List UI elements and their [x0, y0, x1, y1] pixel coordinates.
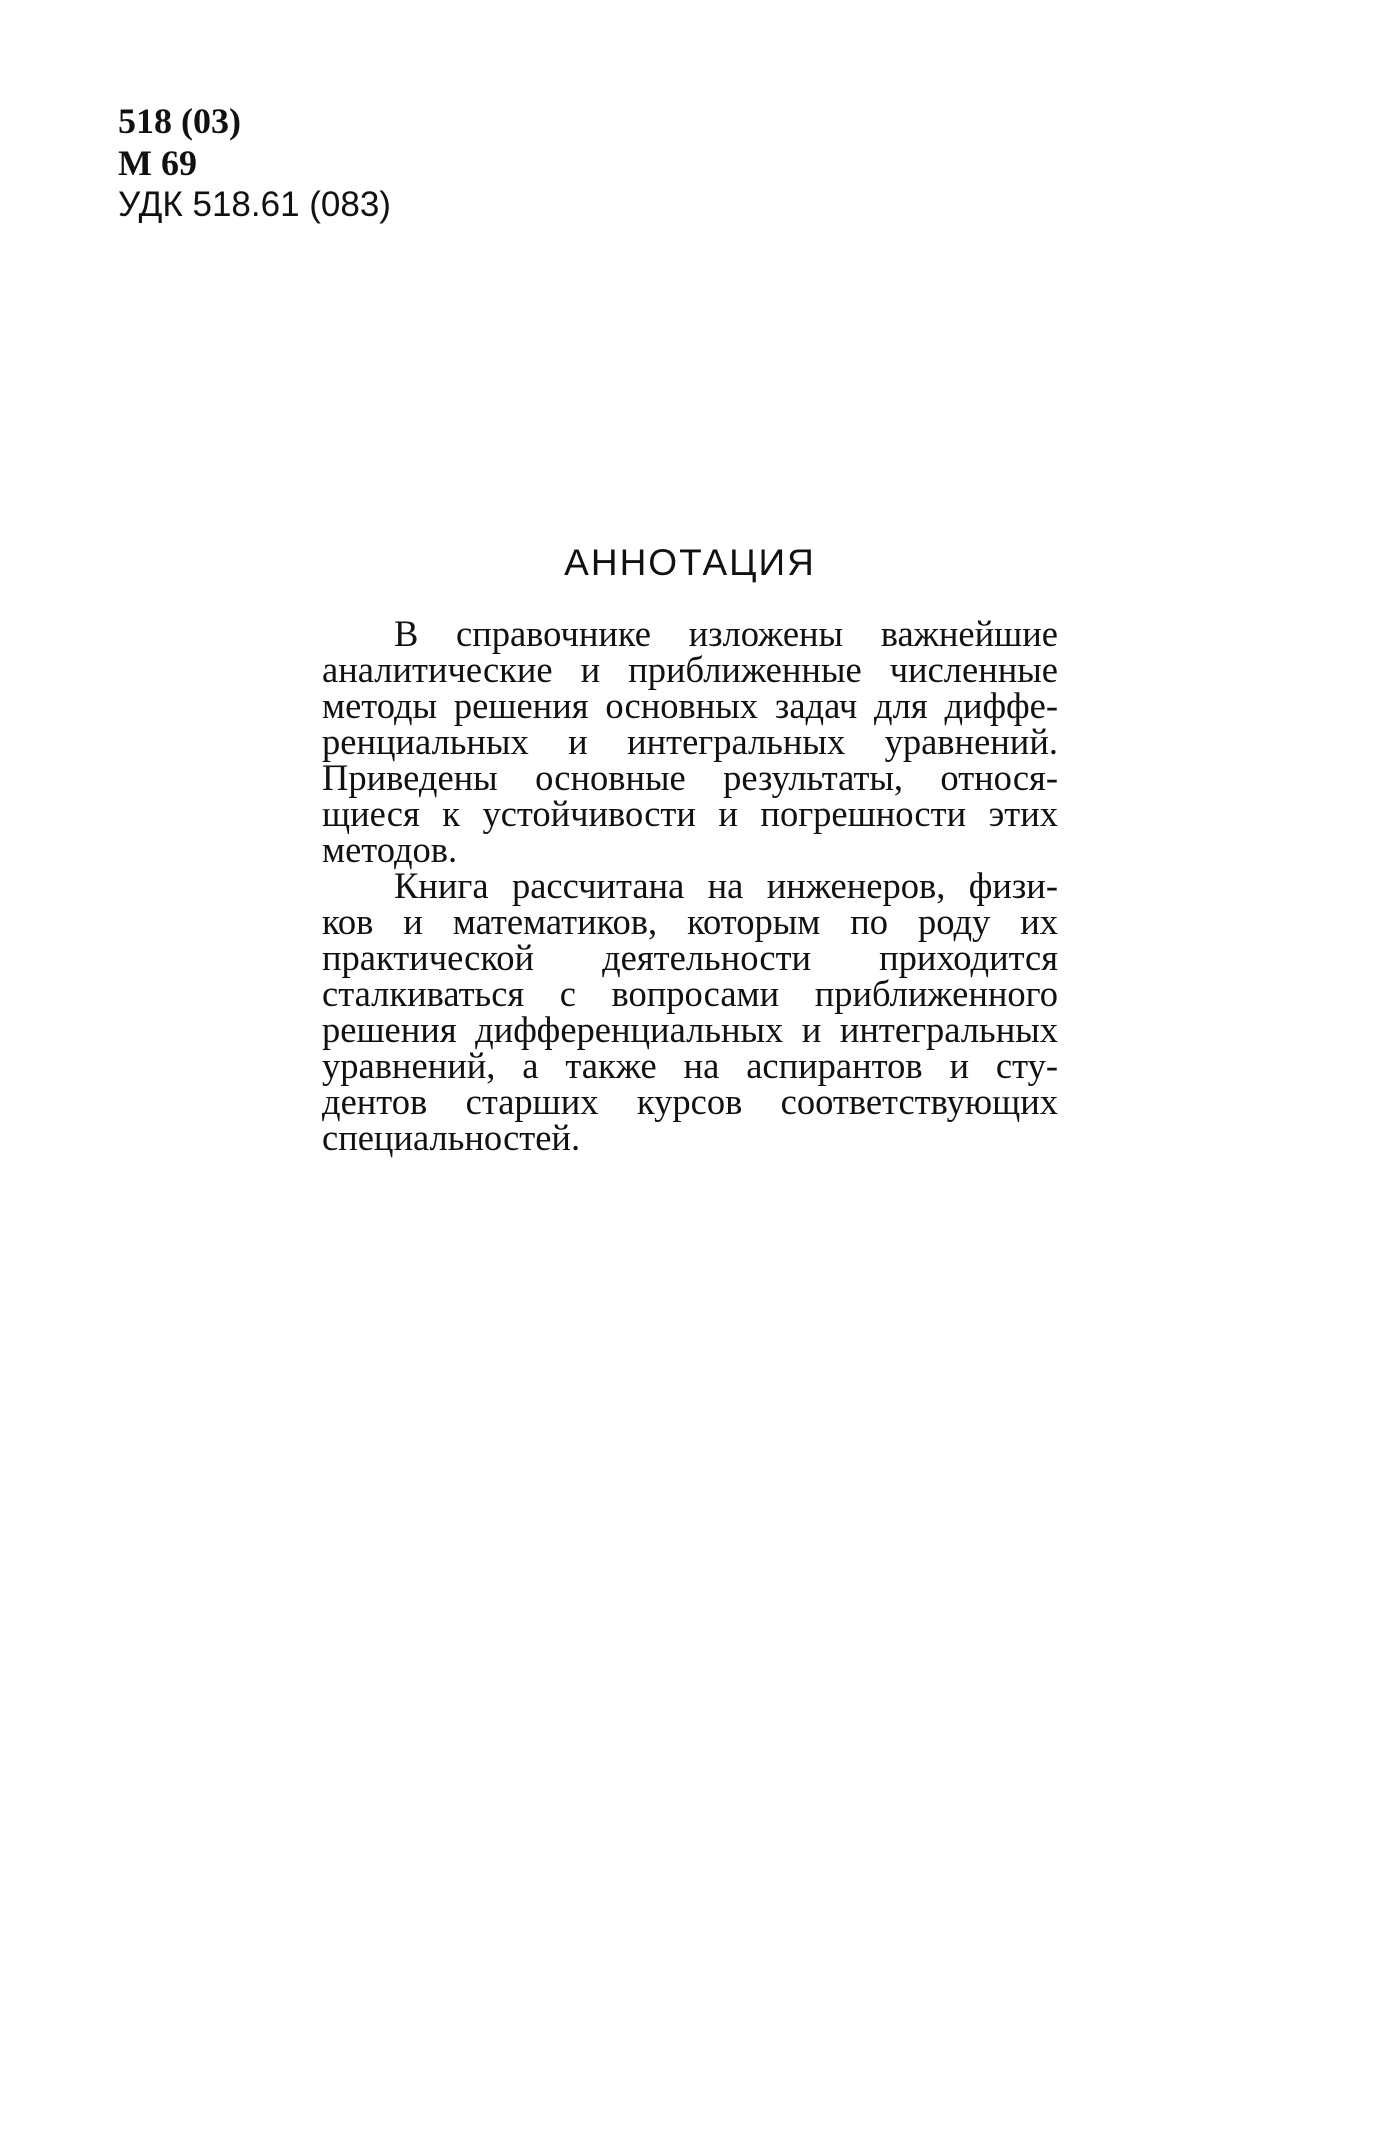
text-line: специальностей. — [322, 1117, 581, 1158]
text-line: методы решения основных задач для диффе- — [322, 685, 1058, 726]
annotation-body — [322, 613, 1058, 1158]
text-line: сталкиваться с вопросами приближенного — [322, 973, 1058, 1014]
text-line: щиеся к устойчивости и погрешности этих — [322, 793, 1058, 834]
text-line: ренциальных и интегральных уравнений. — [322, 721, 1058, 762]
author-mark: М 69 — [118, 143, 197, 183]
classification-block — [118, 100, 391, 226]
text-line: ков и математиков, которым по роду их — [322, 901, 1058, 942]
udk-index: УДК 518.61 (083) — [118, 185, 391, 224]
text-line: Книга рассчитана на инженеров, физи- — [394, 865, 1058, 906]
text-line: В справочнике изложены важнейшие — [394, 613, 1058, 654]
text-line: решения дифференциальных и интегральных — [322, 1009, 1058, 1050]
annotation-paragraph-2 — [322, 865, 1058, 1158]
text-line: дентов старших курсов соответствующих — [322, 1081, 1058, 1122]
annotation-title: АННОТАЦИЯ — [564, 542, 816, 583]
bbk-index: 518 (03) — [118, 101, 241, 141]
annotation-paragraph-1 — [322, 613, 1058, 870]
text-line: Приведены основные результаты, относя- — [322, 757, 1058, 798]
text-line: аналитические и приближенные численные — [322, 649, 1058, 690]
text-line: уравнений, а также на аспирантов и сту- — [322, 1045, 1058, 1086]
text-line: практической деятельности приходится — [322, 937, 1058, 978]
text-line: методов. — [322, 829, 458, 870]
